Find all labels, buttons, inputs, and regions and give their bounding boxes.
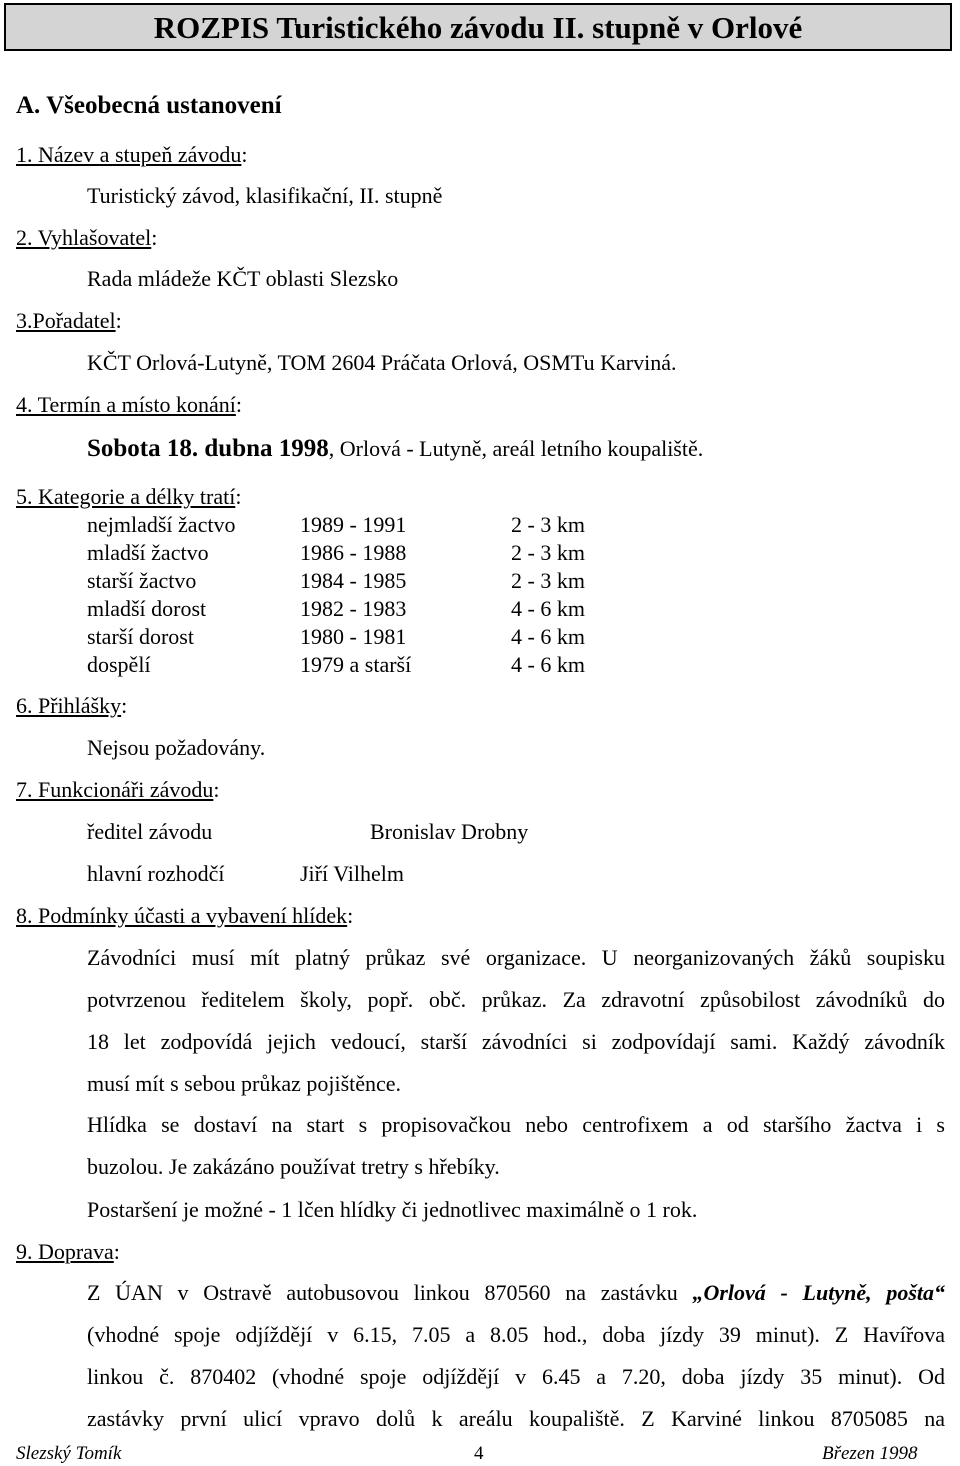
section-4-value bbox=[87, 436, 703, 462]
event-date: Sobota 18. dubna 1998 bbox=[87, 435, 329, 462]
judge-role: hlavní rozhodčí bbox=[87, 861, 225, 886]
paragraph-line: buzolou. Je zakázáno používat tretry s hřebíky. bbox=[87, 1154, 500, 1179]
conditions-paragraph-1 bbox=[87, 937, 945, 1105]
section-3-value: KČT Orlová-Lutyně, TOM 2604 Práčata Orlová, OSMTu Karviná. bbox=[87, 350, 677, 375]
table-cell-category: nejmladší žactvo bbox=[87, 512, 236, 537]
footer-right: Březen 1998 bbox=[822, 1443, 918, 1464]
section-2-label: 2. Vyhlašovatel: bbox=[16, 225, 158, 250]
table-cell-years: 1979 a starší bbox=[300, 652, 412, 677]
table-cell-length: 2 - 3 km bbox=[511, 540, 585, 565]
footer-left: Slezský Tomík bbox=[16, 1443, 122, 1464]
paragraph-line: musí mít s sebou průkaz pojištěnce. bbox=[87, 1071, 402, 1096]
table-cell-length: 2 - 3 km bbox=[511, 512, 585, 537]
director-role: ředitel závodu bbox=[87, 819, 213, 844]
conditions-paragraph-3: Postaršení je možné - 1 lčen hlídky či jednotlivec maximálně o 1 rok. bbox=[87, 1197, 698, 1222]
director-name: Bronislav Drobny bbox=[370, 819, 529, 844]
paragraph-line: potvrzenou ředitelem školy, popř. obč. průkaz. Za zdravotní způsobilost závodníků do bbox=[87, 987, 945, 1012]
table-cell-years: 1986 - 1988 bbox=[300, 540, 407, 565]
paragraph-line: Hlídka se dostaví na start s propisovačkou nebo centrofixem a od staršího žactva i s bbox=[87, 1112, 945, 1137]
table-cell-length: 2 - 3 km bbox=[511, 568, 585, 593]
page-title: ROZPIS Turistického závodu II. stupně v Orlové bbox=[4, 3, 952, 51]
table-cell-category: mladší dorost bbox=[87, 596, 207, 621]
conditions-paragraph-2 bbox=[87, 1104, 945, 1188]
paragraph-line: Závodníci musí mít platný průkaz své organizace. U neorganizovaných žáků soupisku bbox=[87, 945, 945, 970]
transport-paragraph bbox=[87, 1272, 945, 1440]
table-cell-years: 1982 - 1983 bbox=[300, 596, 407, 621]
table-cell-years: 1980 - 1981 bbox=[300, 624, 407, 649]
page-number: 4 bbox=[474, 1443, 484, 1464]
paragraph-line: zastávky první ulicí vpravo dolů k areálu koupaliště. Z Karviné linkou 8705085 na bbox=[87, 1406, 945, 1431]
paragraph-line: Z ÚAN v Ostravě autobusovou linkou 870560 na zastávku „Orlová - Lutyně, pošta“ bbox=[87, 1280, 945, 1305]
section-8-label: 8. Podmínky účasti a vybavení hlídek: bbox=[16, 903, 354, 928]
table-cell-category: dospělí bbox=[87, 652, 151, 677]
section-7-label: 7. Funkcionáři závodu: bbox=[16, 777, 220, 802]
table-cell-years: 1984 - 1985 bbox=[300, 568, 407, 593]
table-cell-years: 1989 - 1991 bbox=[300, 512, 407, 537]
section-6-value: Nejsou požadovány. bbox=[87, 735, 266, 760]
paragraph-line: (vhodné spoje odjíždějí v 6.15, 7.05 a 8.05 hod., doba jízdy 39 minut). Z Havířova bbox=[87, 1322, 945, 1347]
judge-name: Jiří Vilhelm bbox=[300, 861, 404, 886]
table-cell-length: 4 - 6 km bbox=[511, 652, 585, 677]
section-1-label: 1. Název a stupeň závodu: bbox=[16, 142, 248, 167]
table-cell-length: 4 - 6 km bbox=[511, 596, 585, 621]
table-cell-category: mladší žactvo bbox=[87, 540, 209, 565]
section-6-label: 6. Přihlášky: bbox=[16, 693, 128, 718]
event-place: , Orlová - Lutyně, areál letního koupaliště. bbox=[328, 436, 704, 461]
bus-stop-name: „Orlová - Lutyně, pošta“ bbox=[692, 1280, 945, 1305]
paragraph-line: linkou č. 870402 (vhodné spoje odjíždějí v 6.45 a 7.20, doba jízdy 35 minut). Od bbox=[87, 1364, 945, 1389]
section-5-label: 5. Kategorie a délky tratí: bbox=[16, 484, 242, 509]
table-cell-category: starší dorost bbox=[87, 624, 194, 649]
section-a-heading: A. Všeobecná ustanovení bbox=[16, 92, 282, 119]
section-4-label: 4. Termín a místo konání: bbox=[16, 392, 242, 417]
table-cell-category: starší žactvo bbox=[87, 568, 197, 593]
section-9-label: 9. Doprava: bbox=[16, 1239, 120, 1264]
section-1-value: Turistický závod, klasifikační, II. stupně bbox=[87, 183, 443, 208]
section-2-value: Rada mládeže KČT oblasti Slezsko bbox=[87, 266, 399, 291]
paragraph-line: 18 let zodpovídá jejich vedoucí, starší závodníci si zodpovídají sami. Každý závodník bbox=[87, 1029, 945, 1054]
table-cell-length: 4 - 6 km bbox=[511, 624, 585, 649]
section-3-label: 3.Pořadatel: bbox=[16, 308, 122, 333]
